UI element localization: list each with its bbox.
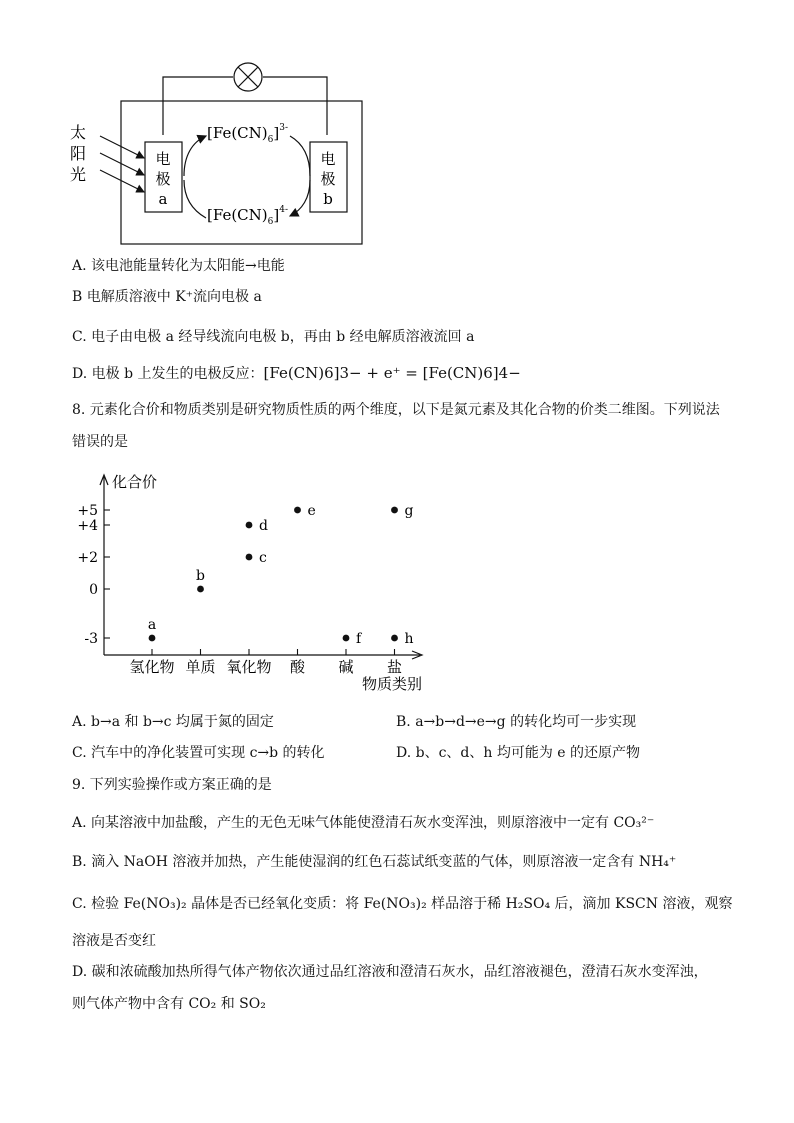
point-d — [246, 522, 253, 529]
q9-option-d-line1: D. 碳和浓硫酸加热所得气体产物依次通过品红溶液和澄清石灰水，品红溶液褪色，澄清石灰水变浑浊， — [72, 964, 708, 980]
arrow-top-to-b — [290, 136, 310, 176]
solar-cell-diagram — [60, 58, 380, 250]
electrode-b-char1: 电 — [320, 150, 336, 168]
x-axis-label: 物质类别 — [362, 675, 423, 693]
point-label-c: c — [259, 550, 267, 566]
point-label-d: d — [259, 518, 268, 534]
q9-option-d-line2: 则气体产物中含有 CO₂ 和 SO₂ — [72, 996, 266, 1012]
y-ticks — [77, 503, 110, 647]
point-label-g: g — [404, 503, 414, 519]
point-c — [246, 554, 253, 561]
electrode-b-char2: 极 — [320, 170, 336, 188]
point-e — [294, 507, 301, 514]
point-f — [343, 635, 350, 642]
x-tick-label: 酸 — [289, 658, 306, 676]
q8-stem-line1: 8. 元素化合价和物质类别是研究物质性质的两个维度，以下是氮元素及其化合物的价类二维图。下列说法 — [72, 402, 720, 418]
q7-option-d — [72, 364, 521, 383]
q9-option-c-line2: 溶液是否变红 — [72, 933, 156, 949]
electrode-a-char2: 极 — [155, 170, 171, 188]
point-a — [149, 635, 156, 642]
lamp-icon — [234, 63, 262, 91]
q7-option-d-prefix: D. 电极 b 上发生的电极反应： — [72, 366, 264, 382]
q8-stem-line2: 错误的是 — [72, 434, 128, 450]
sunlight-arrows — [100, 136, 144, 192]
point-h — [391, 635, 398, 642]
q8-option-a: A. b→a 和 b→c 均属于氮的固定 — [72, 714, 274, 730]
point-label-a: a — [147, 617, 157, 633]
x-tick-label: 单质 — [185, 658, 216, 676]
q8-option-b: B. a→b→d→e→g 的转化均可一步实现 — [396, 714, 637, 730]
q9-option-b: B. 滴入 NaOH 溶液并加热，产生能使湿润的红色石蕊试纸变蓝的气体，则原溶液一定含有 NH₄⁺ — [72, 854, 677, 870]
y-tick-label: +4 — [77, 518, 98, 534]
y-tick-label: +5 — [77, 503, 98, 519]
x-tick-label: 氢化物 — [129, 658, 175, 676]
x-tick-label: 盐 — [386, 658, 403, 676]
x-tick-label: 氧化物 — [226, 658, 272, 676]
valence-class-chart — [70, 465, 440, 695]
point-b — [197, 586, 204, 593]
y-tick-label: +2 — [77, 550, 98, 566]
sunlight-char2: 阳 — [69, 144, 87, 163]
ion-bottom: $[Fe(CN)_6]^{4-}$ — [207, 205, 288, 227]
y-axis-label: 化合价 — [112, 473, 158, 491]
ion-top: $[Fe(CN)_6]^{3-}$ — [207, 123, 288, 145]
data-points — [148, 503, 414, 647]
point-label-e: e — [307, 503, 316, 519]
point-label-h: h — [404, 631, 414, 647]
point-g — [391, 507, 398, 514]
q9-option-c-line1: C. 检验 Fe(NO₃)₂ 晶体是否已经氧化变质：将 Fe(NO₃)₂ 样品溶于稀 H₂SO₄ 后，滴加 KSCN 溶液，观察 — [72, 896, 733, 912]
q9-stem: 9. 下列实验操作或方案正确的是 — [72, 777, 272, 793]
arrow-b-to-bottom — [290, 180, 310, 216]
y-tick-label: -3 — [84, 631, 98, 647]
x-ticks — [129, 649, 402, 676]
q9-option-a: A. 向某溶液中加盐酸，产生的无色无味气体能使澄清石灰水变浑浊，则原溶液中一定有 CO₃²⁻ — [72, 815, 655, 831]
point-label-b: b — [196, 568, 205, 584]
point-label-f: f — [356, 631, 362, 647]
q7-option-b: B 电解质溶液中 K⁺流向电极 a — [72, 289, 262, 305]
arrow-a-to-top — [184, 136, 206, 176]
electrode-a-char1: 电 — [155, 150, 171, 168]
q7-option-a: A. 该电池能量转化为太阳能→电能 — [72, 258, 285, 274]
sunlight-char1: 太 — [69, 123, 87, 142]
y-tick-label: 0 — [89, 582, 98, 598]
x-tick-label: 碱 — [338, 658, 354, 676]
sunlight-char3: 光 — [69, 165, 87, 184]
electrode-b-char3: b — [323, 190, 333, 208]
q7-option-c: C. 电子由电极 a 经导线流向电极 b，再由 b 经电解质溶液流回 a — [72, 329, 475, 345]
arrow-bottom-to-a — [184, 180, 206, 218]
q7-option-d-formula: [Fe(CN)6]3− + e⁺ = [Fe(CN)6]4− — [263, 364, 521, 382]
electrode-a-char3: a — [158, 190, 168, 208]
q8-option-d: D. b、c、d、h 均可能为 e 的还原产物 — [396, 745, 641, 761]
q8-option-c: C. 汽车中的净化装置可实现 c→b 的转化 — [72, 745, 325, 761]
